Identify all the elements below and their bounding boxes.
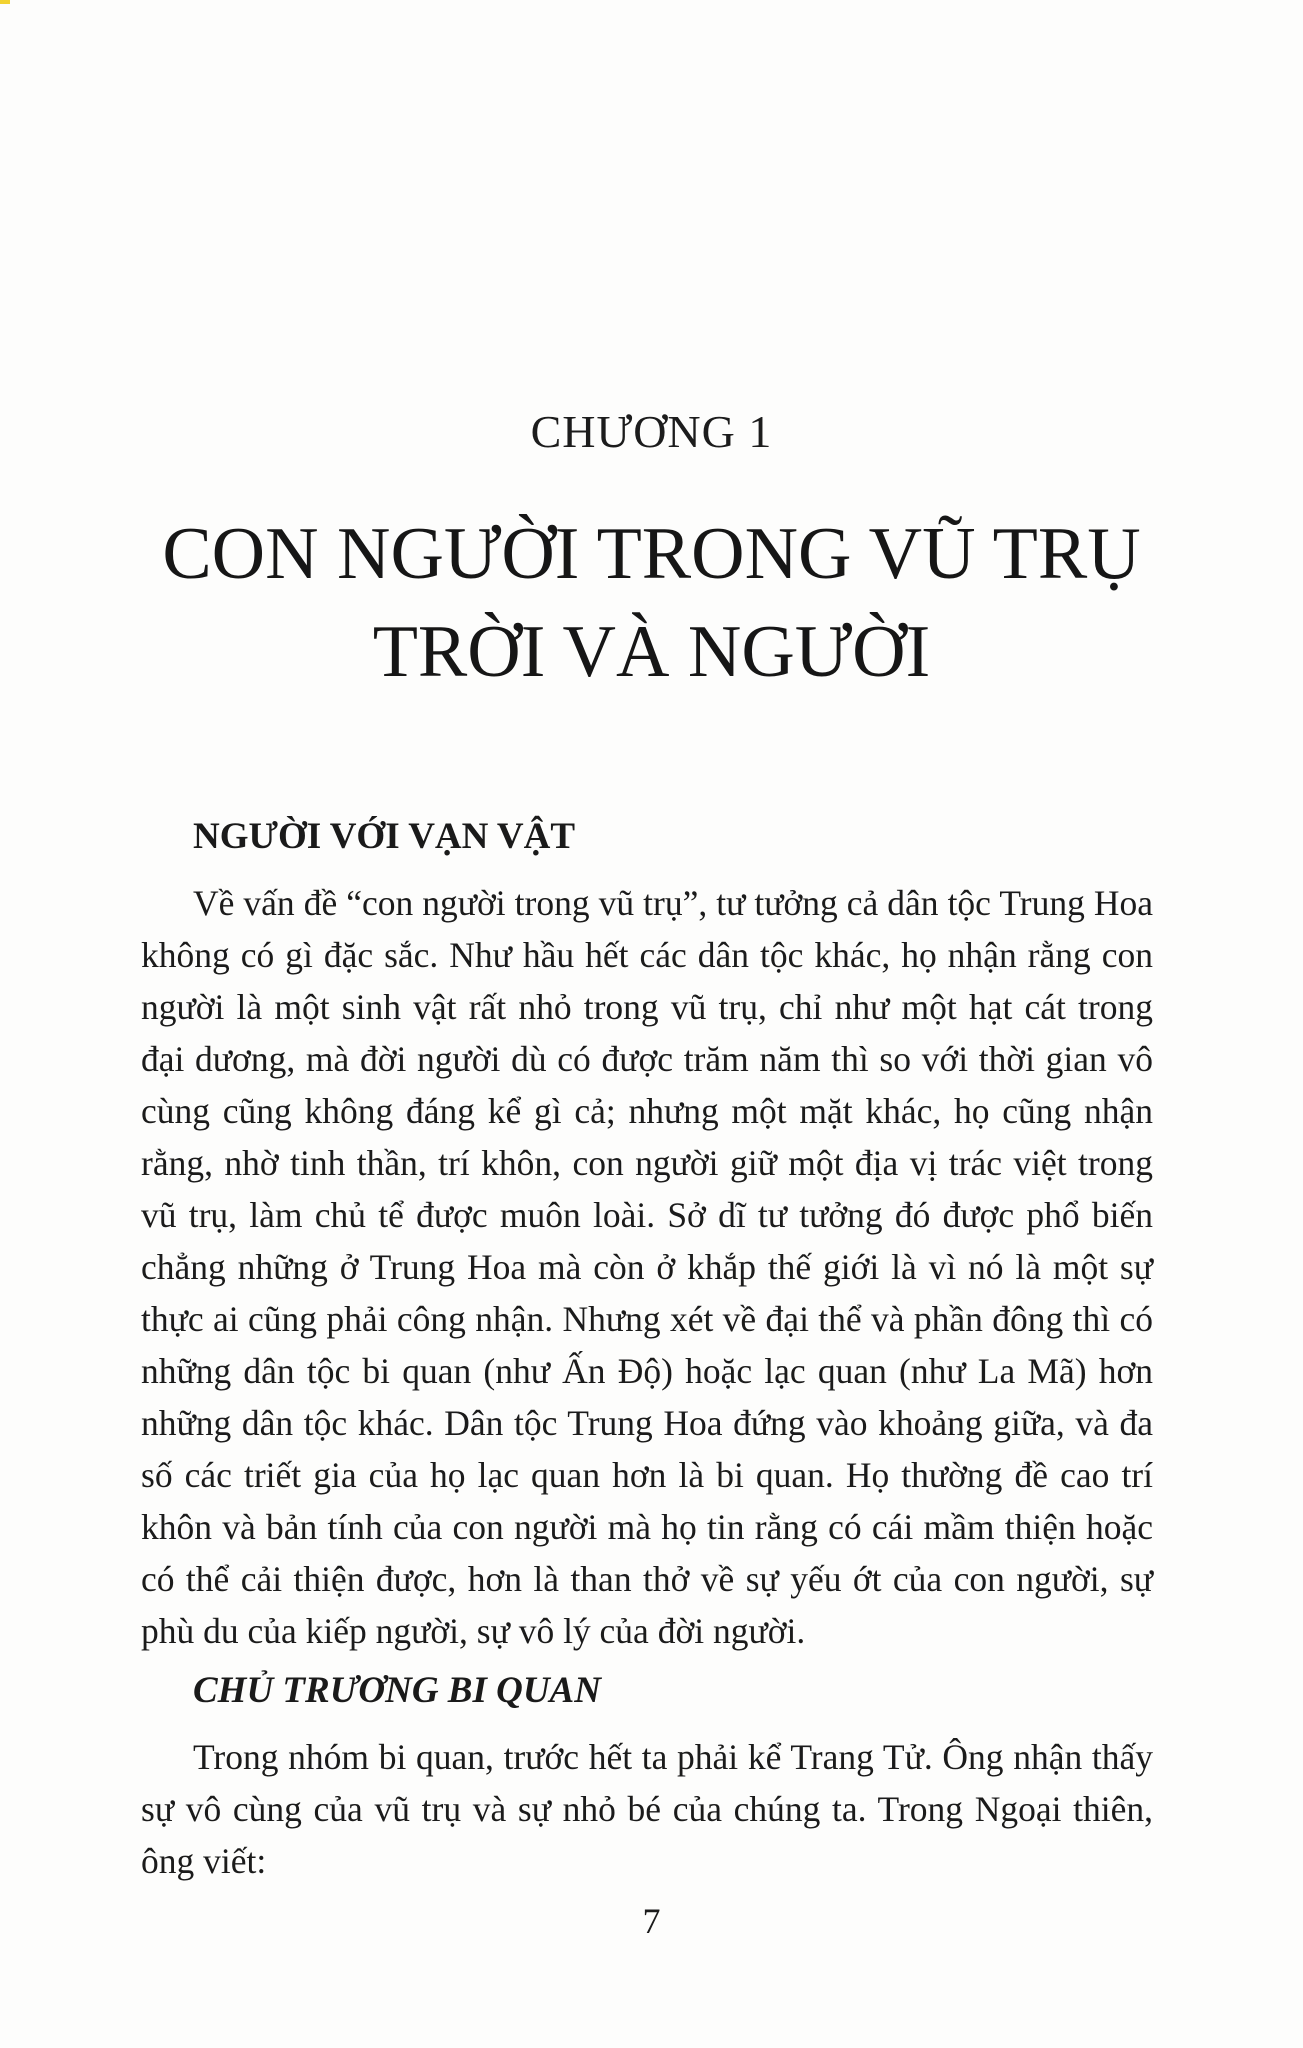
page-number: 7 xyxy=(642,1901,661,1941)
scan-edge-mark xyxy=(0,0,10,4)
chapter-title-line-2: TRỜI VÀ NGƯỜI xyxy=(372,611,931,693)
section-heading-1: NGƯỜI VỚI VẠN VẬT xyxy=(193,816,576,857)
chapter-label: CHƯƠNG 1 xyxy=(530,406,773,457)
section-heading-2: CHỦ TRƯƠNG BI QUAN xyxy=(193,1670,601,1711)
chapter-title-line-1: CON NGƯỜI TRONG VŨ TRỤ xyxy=(162,513,1141,595)
section-paragraph-1: Về vấn đề “con người trong vũ trụ”, tư tưởng cả dân tộc Trung Hoa không có gì đặc sắc. Như hầu hết các dân tộc khác, họ nhận rằng con người là một sinh vật rất nhỏ trong vũ trụ, chỉ như một hạt cát trong đại dương, mà đời người dù có được trăm năm thì so với thời gian vô cùng cũng không đáng kể gì cả; nhưng một mặt khác, họ cũng nhận rằng, nhờ tinh thần, trí khôn, con người giữ một địa vị trác việt trong vũ trụ, làm chủ tể được muôn loài. Sở dĩ tư tưởng đó được phổ biến chẳng những ở Trung Hoa mà còn ở khắp thế giới là vì nó là một sự thực ai cũng phải công nhận. Nhưng xét về đại thể và phần đông thì có những dân tộc bi quan (như Ấn Độ) hoặc lạc quan (như La Mã) hơn những dân tộc khác. Dân tộc Trung Hoa đứng vào khoảng giữa, và đa số các triết gia của họ lạc quan hơn là bi quan. Họ thường đề cao trí khôn và bản tính của con người mà họ tin rằng có cái mầm thiện hoặc có thể cải thiện được, hơn là than thở về sự yếu ớt của con người, sự phù du của kiếp người, sự vô lý của đời người. xyxy=(141,883,1153,1651)
chapter-title xyxy=(0,505,1303,701)
section-paragraph-2: Trong nhóm bi quan, trước hết ta phải kể Trang Tử. Ông nhận thấy sự vô cùng của vũ trụ và sự nhỏ bé của chúng ta. Trong Ngoại thiên, ông viết: xyxy=(141,1737,1153,1881)
